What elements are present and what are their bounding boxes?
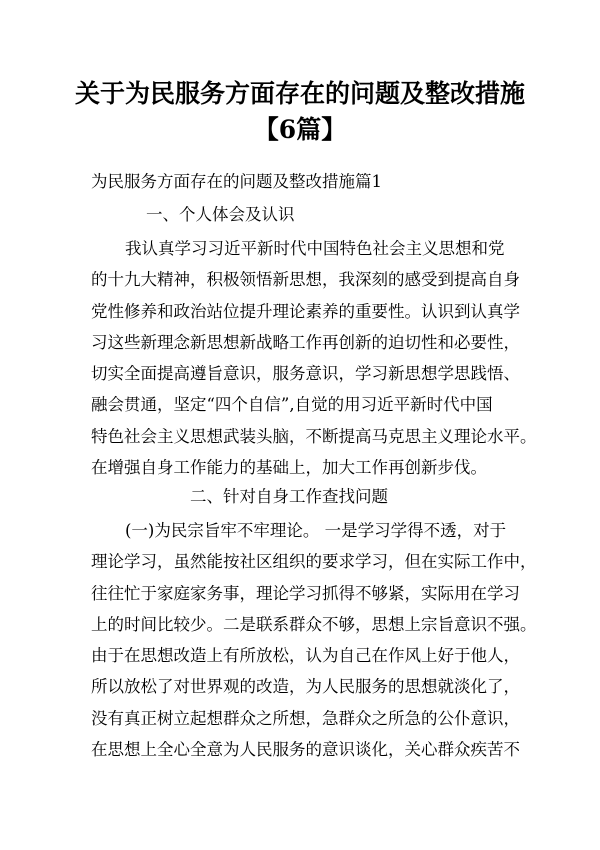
- paragraph-line: 党性修养和政治站位提升理论素养的重要性。认识到认真学: [91, 301, 520, 321]
- section1-paragraph: [91, 233, 537, 483]
- paragraph-line: 切实全面提高遵旨意识，服务意识，学习新思想学思践悟、: [91, 364, 520, 384]
- paragraph-line: 没有真正树立起想群众之所想，急群众之所急的公仆意识，: [91, 708, 520, 728]
- section1-heading: 一、个人体会及认识: [146, 205, 295, 224]
- paragraph-line: 上的时间比较少。二是联系群众不够，思想上宗旨意识不强。: [91, 614, 537, 634]
- paragraph-line: 在思想上全心全意为人民服务的意识谈化，关心群众疾苦不: [91, 740, 520, 760]
- paragraph-line: 我认真学习习近平新时代中国特色社会主义思想和党: [125, 239, 505, 258]
- paragraph-line: 特色社会主义思想武装头脑，不断提高马克思主义理论水平。: [91, 426, 537, 446]
- paragraph-line: 理论学习，虽然能按社区组织的要求学习，但在实际工作中，: [91, 552, 537, 572]
- document-subtitle: 为民服务方面存在的问题及整改措施篇1: [91, 172, 382, 191]
- section2-paragraph: [91, 515, 537, 765]
- paragraph-line: 习这些新理念新思想新战略工作再创新的迫切性和必要性，: [91, 332, 520, 352]
- document-title-line1: 关于为民服务方面存在的问题及整改措施: [74, 79, 525, 108]
- paragraph-line: 在增强自身工作能力的基础上，加大工作再创新步伐。: [91, 458, 487, 478]
- section2-heading: 二、针对自身工作查找问题: [190, 487, 388, 506]
- paragraph-line: 所以放松了对世界观的改造，为人民服务的思想就淡化了，: [91, 677, 520, 697]
- paragraph-line: 融会贯通，坚定“四个自信”,自觉的用习近平新时代中国: [91, 395, 493, 415]
- paragraph-line: 的十九大精神，积极领悟新思想，我深刻的感受到提高自身: [91, 270, 520, 290]
- paragraph-line: 往往忙于家庭家务事，理论学习抓得不够紧，实际用在学习: [91, 583, 520, 603]
- document-title-line2: 【6篇】: [253, 115, 347, 144]
- paragraph-line: (一)为民宗旨牢不牢理论。 一是学习学得不透，对于: [125, 521, 507, 540]
- paragraph-line: 由于在思想改造上有所放松，认为自己在作风上好于他人，: [91, 646, 520, 666]
